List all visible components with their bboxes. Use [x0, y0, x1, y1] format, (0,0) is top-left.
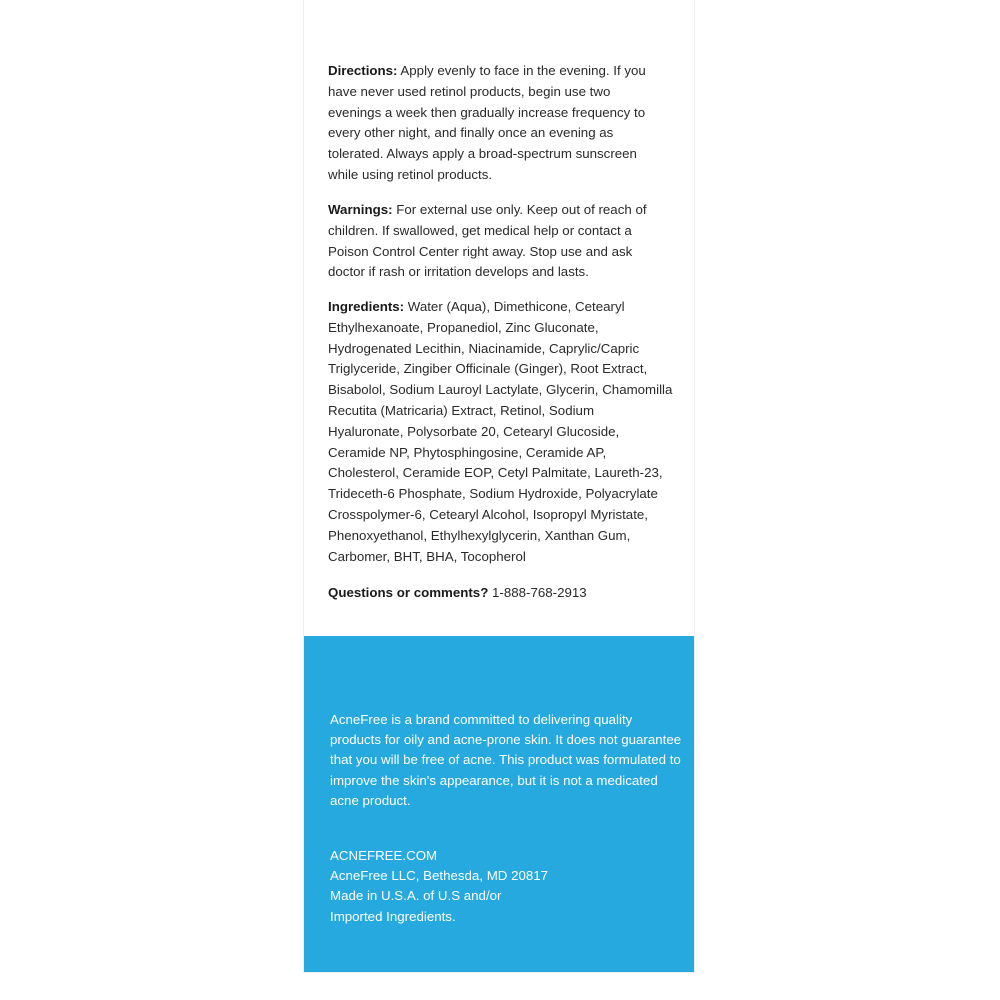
warnings-paragraph — [328, 200, 678, 283]
questions-line — [328, 583, 678, 604]
directions-line: have never used retinol products, begin use two — [328, 83, 611, 99]
brand-statement-line: improve the skin's appearance, but it is not a medicated — [330, 772, 658, 788]
warnings-line: For external use only. Keep out of reach of — [392, 202, 647, 217]
brand-statement — [330, 710, 680, 811]
ingredients-heading: Ingredients: — [328, 299, 405, 314]
label-info-section — [304, 0, 694, 636]
warnings-line: children. If swallowed, get medical help or contact a — [328, 222, 632, 238]
ingredients-line: Hydrogenated Lecithin, Niacinamide, Caprylic/Capric — [328, 340, 640, 356]
brand-statement-line: AcneFree is a brand committed to delivering quality — [330, 712, 633, 727]
ingredients-line: Phenoxyethanol, Ethylhexylglycerin, Xanthan Gum, — [328, 527, 631, 543]
directions-paragraph — [328, 61, 678, 186]
company-address: AcneFree LLC, Bethesda, MD 20817 — [330, 868, 549, 884]
company-contact — [330, 846, 680, 927]
website-text: ACNEFREE.COM — [330, 848, 438, 863]
ingredients-line: Bisabolol, Sodium Lauroyl Lactylate, Glycerin, Chamomilla — [328, 382, 673, 398]
phone-number: 1-888-768-2913 — [488, 585, 587, 600]
ingredients-line: Carbomer, BHT, BHA, Tocopherol — [328, 548, 526, 564]
ingredients-line: Ethylhexanoate, Propanediol, Zinc Gluconate, — [328, 319, 599, 335]
directions-line: every other night, and finally once an evening as — [328, 125, 614, 141]
ingredients-line: Trideceth-6 Phosphate, Sodium Hydroxide, Polyacrylate — [328, 486, 658, 502]
ingredients-line: Triglyceride, Zingiber Officinale (Ginger), Root Extract, — [328, 361, 648, 377]
questions-heading: Questions or comments? — [328, 585, 489, 600]
ingredients-paragraph — [328, 297, 678, 567]
product-box-side-panel — [304, 0, 694, 972]
ingredients-line: Recutita (Matricaria) Extract, Retinol, Sodium — [328, 402, 595, 418]
warnings-line: Poison Control Center right away. Stop use and ask — [328, 243, 633, 259]
directions-line: evenings a week then gradually increase frequency to — [328, 104, 646, 120]
brand-statement-line: that you will be free of acne. This product was formulated to — [330, 752, 681, 768]
ingredients-line: Hyaluronate, Polysorbate 20, Cetearyl Glucoside, — [328, 423, 620, 439]
directions-line: Apply evenly to face in the evening. If you — [397, 63, 646, 78]
warnings-line: doctor if rash or irritation develops and lasts. — [328, 264, 589, 280]
origin-line: Imported Ingredients. — [330, 908, 456, 924]
brand-statement-line: products for oily and acne-prone skin. It does not guarantee — [330, 732, 682, 748]
brand-statement-line: acne product. — [330, 792, 411, 808]
ingredients-line: Crosspolymer-6, Cetearyl Alcohol, Isopropyl Myristate, — [328, 506, 648, 522]
directions-line: tolerated. Always apply a broad-spectrum sunscreen — [328, 146, 637, 162]
warnings-heading: Warnings: — [328, 202, 393, 217]
origin-line: Made in U.S.A. of U.S and/or — [330, 888, 502, 904]
ingredients-line: Ceramide NP, Phytosphingosine, Ceramide AP, — [328, 444, 607, 460]
ingredients-line: Cholesterol, Ceramide EOP, Cetyl Palmitate, Laureth-23, — [328, 465, 663, 481]
directions-heading: Directions: — [328, 63, 398, 78]
ingredients-line: Water (Aqua), Dimethicone, Cetearyl — [404, 299, 625, 314]
directions-line: while using retinol products. — [328, 166, 493, 182]
brand-blue-section — [304, 636, 694, 972]
